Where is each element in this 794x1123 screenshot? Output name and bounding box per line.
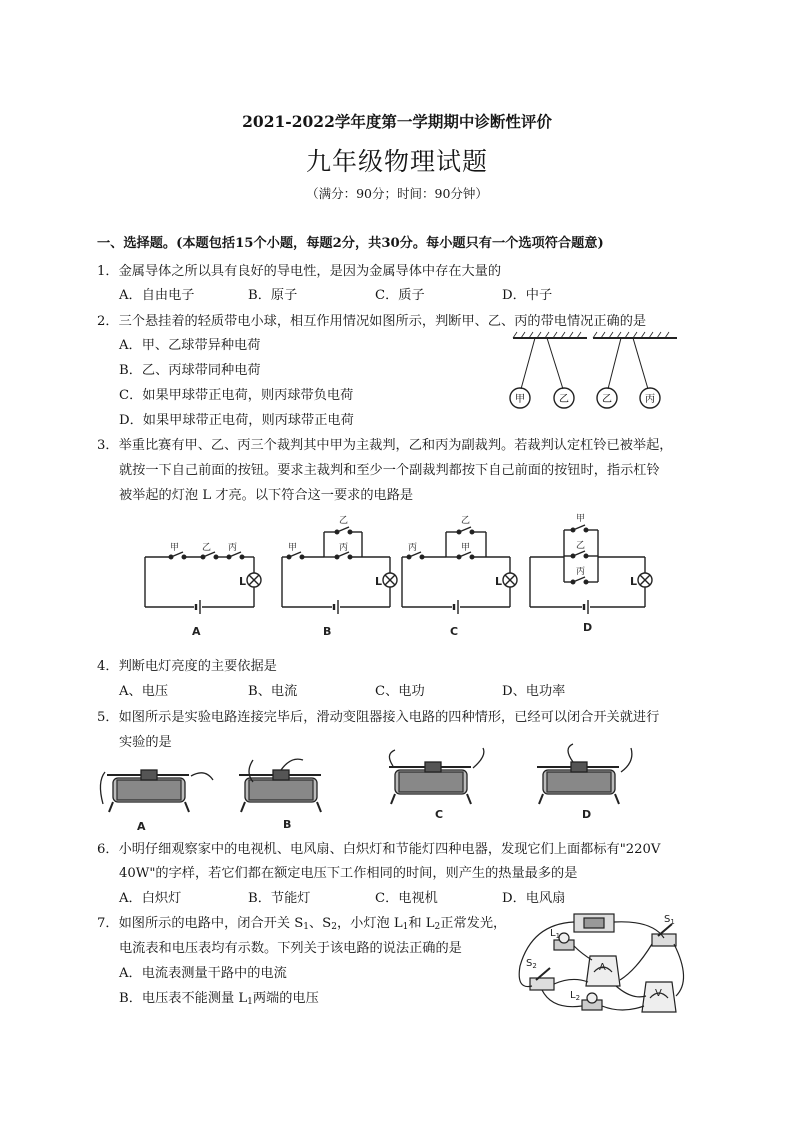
switch-label: 乙 — [339, 516, 349, 526]
circuit-label-b: B — [323, 625, 332, 638]
switch-label: 甲 — [170, 543, 180, 553]
q1-option-c: C．质子 — [375, 288, 425, 303]
q1-option-a: A．自由电子 — [119, 288, 195, 303]
switch-label: 乙 — [461, 516, 471, 526]
q3-circuit-c — [402, 527, 517, 614]
q2-option-c: C．如果甲球带正电荷，则丙球带负电荷 — [119, 388, 354, 403]
q1-option-d: D．中子 — [502, 288, 553, 303]
q1-option-b: B．原子 — [248, 288, 298, 303]
q2-ball-label: 甲 — [515, 394, 525, 405]
q5-line: 实验的是 — [119, 735, 172, 750]
q6-option-c: C．电视机 — [375, 891, 438, 906]
switch-label: 丙 — [576, 567, 586, 577]
q7-line-2: 电流表和电压表均有示数。下列关于该电路的说法正确的是 — [119, 941, 462, 956]
section-heading: 一、选择题。(本题包括15个小题，每题2分，共30分。每小题只有一个选项符合题意) — [97, 236, 604, 251]
q1-stem: 1．金属导体之所以具有良好的导电性，是因为金属导体中存在大量的 — [97, 264, 502, 279]
lamp-label: L — [239, 575, 247, 588]
q5-rheostat-c — [389, 748, 484, 804]
q3-line: 被举起的灯泡 L 才亮。以下符合这一要求的电路是 — [119, 488, 414, 503]
rheostat-label-a: A — [137, 820, 146, 833]
l2-label: $L_2$ — [570, 990, 581, 1002]
lamp-label: L — [495, 575, 503, 588]
q7-circuit-figure — [512, 910, 697, 1025]
s2-label: $S_2$ — [526, 958, 537, 970]
q5-rheostat-figures — [95, 752, 655, 834]
q2-ball-label: 乙 — [559, 394, 569, 405]
ammeter-label: A — [599, 962, 606, 973]
q6-option-b: B．节能灯 — [248, 891, 311, 906]
q2-ball-label: 丙 — [645, 394, 655, 405]
switch-label: 乙 — [576, 541, 586, 551]
switch-label: 甲 — [461, 543, 471, 553]
year-title: 2021-2022学年度第一学期期中诊断性评价 — [242, 112, 552, 131]
q6-option-a: A．白炽灯 — [119, 891, 182, 906]
q3-line: 就按一下自己前面的按钮。要求主裁判和至少一个副裁判都按下自己前面的按钮时，指示杠铃 — [119, 463, 660, 478]
q5-rheostat-a — [100, 770, 213, 812]
l1-label: $L_1$ — [550, 928, 561, 940]
q2-option-a: A．甲、乙球带异种电荷 — [119, 338, 261, 353]
q3-circuit-d — [530, 525, 652, 614]
rheostat-label-d: D — [582, 808, 592, 821]
q4-option-b: B、电流 — [248, 684, 298, 699]
q6-line: 6．小明仔细观察家中的电视机、电风扇、白炽灯和节能灯四种电器，发现它们上面都标有"220V — [97, 842, 661, 857]
switch-label: 丙 — [228, 543, 238, 553]
switch-label: 甲 — [288, 543, 298, 553]
s1-label: $S_1$ — [664, 914, 675, 926]
rheostat-label-c: C — [435, 808, 444, 821]
q5-line: 5．如图所示是实验电路连接完毕后，滑动变阻器接入电路的四种情形，已经可以闭合开关就进行 — [97, 710, 660, 725]
switch-label: 甲 — [576, 514, 586, 524]
exam-info: （满分：90分；时间：90分钟） — [306, 186, 488, 201]
switch-label: 丙 — [408, 543, 418, 553]
q5-rheostat-d — [537, 744, 632, 804]
q4-stem: 4．判断电灯亮度的主要依据是 — [97, 659, 277, 674]
q4-option-c: C、电功 — [375, 684, 425, 699]
lamp-label: L — [375, 575, 383, 588]
voltmeter-label: V — [655, 988, 662, 999]
switch-label: 丙 — [339, 543, 349, 553]
q4-option-a: A、电压 — [119, 684, 169, 699]
q7-option-b: B．电压表不能测量 $L_1$两端的电压 — [119, 991, 319, 1007]
lamp-label: L — [630, 575, 638, 588]
circuit-label-d: D — [583, 621, 593, 634]
q2-option-d: D．如果甲球带正电荷，则丙球带正电荷 — [119, 413, 354, 428]
q2-option-b: B．乙、丙球带同种电荷 — [119, 363, 261, 378]
circuit-label-c: C — [450, 625, 459, 638]
q3-circuit-figures — [140, 510, 660, 640]
q3-line: 3．举重比赛有甲、乙、丙三个裁判其中甲为主裁判，乙和丙为副裁判。若裁判认定杠铃已被举起， — [97, 438, 673, 453]
q3-circuit-b — [282, 527, 397, 614]
q2-ball-label: 乙 — [602, 394, 612, 405]
circuit-label-a: A — [192, 625, 201, 638]
q7-line-1: 7．如图所示的电路中，闭合开关 $S_1$、$S_2$，小灯泡 $L_1$和 $L_2$正常发光， — [97, 916, 507, 932]
switch-label: 乙 — [202, 543, 212, 553]
q5-rheostat-b — [239, 759, 321, 812]
rheostat-label-b: B — [283, 818, 292, 831]
q2-stem: 2．三个悬挂着的轻质带电小球，相互作用情况如图所示，判断甲、乙、丙的带电情况正确的是 — [97, 314, 647, 329]
q4-option-d: D、电功率 — [502, 684, 566, 699]
q7-option-a: A．电流表测量干路中的电流 — [119, 966, 287, 981]
q2-figure-balls — [505, 332, 690, 414]
exam-title: 九年级物理试题 — [305, 147, 488, 176]
q6-option-d: D．电风扇 — [502, 891, 566, 906]
q6-line: 40W"的字样，若它们都在额定电压下工作相同的时间，则产生的热量最多的是 — [119, 866, 578, 881]
